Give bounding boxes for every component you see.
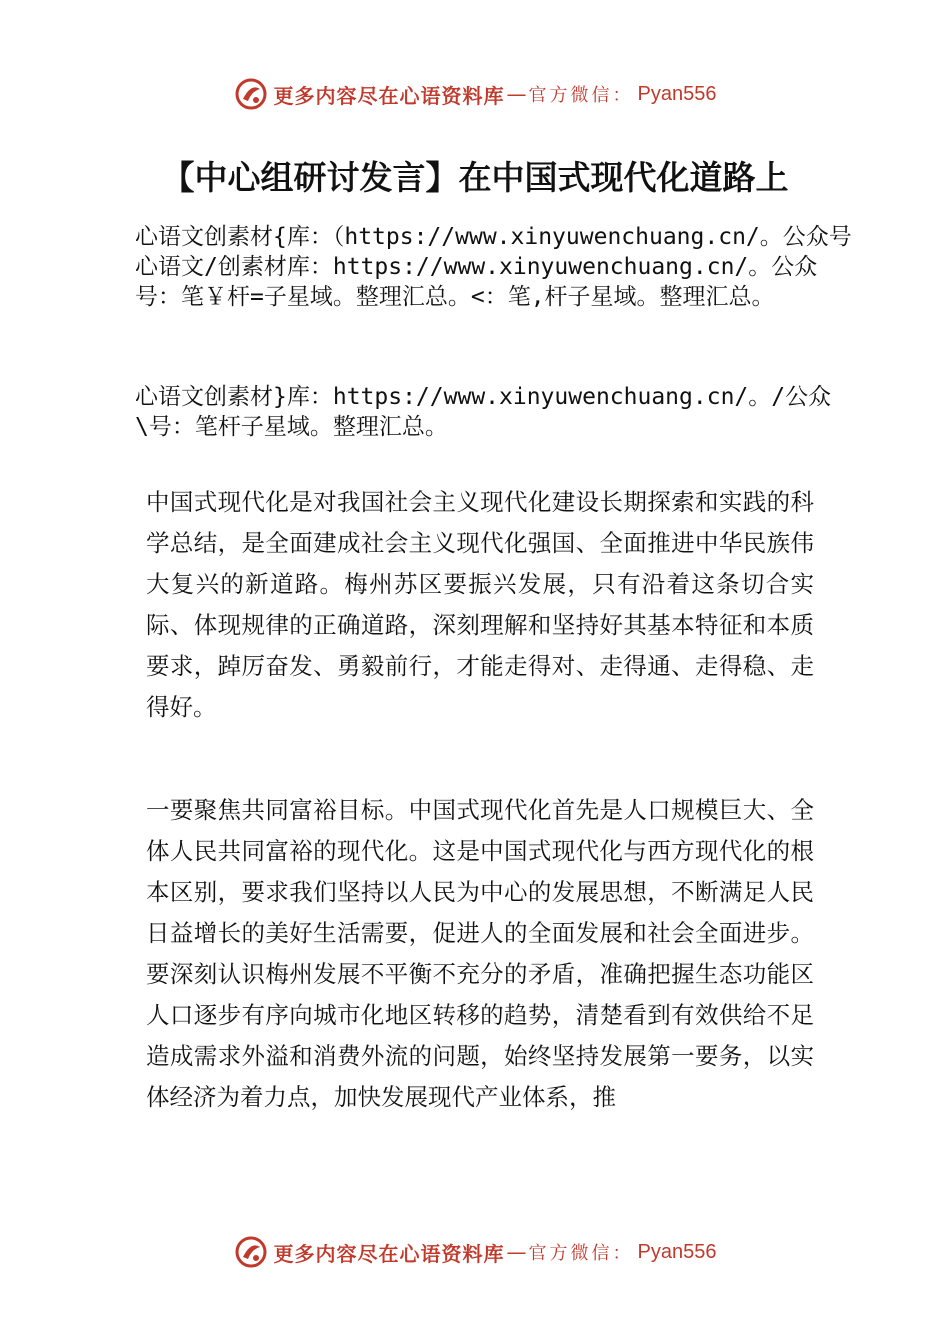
- header-banner: [0, 74, 950, 114]
- body-paragraph-1: 中国式现代化是对我国社会主义现代化建设长期探索和实践的科学总结，是全面建成社会主义现代化强国、全面推进中华民族伟大复兴的新道路。梅州苏区要振兴发展，只有沿着这条切合实际、体现规律的正确道路，深刻理解和坚持好其基本特征和本质要求，踔厉奋发、勇毅前行，才能走得对、走得通、走得稳、走得好。: [146, 488, 814, 721]
- banner-dash: —: [506, 82, 527, 106]
- banner-wechat-id: Pyan556: [637, 82, 717, 105]
- document-title: 【中心组研讨发言】在中国式现代化道路上: [161, 158, 789, 197]
- banner-wechat-id: Pyan556: [637, 1240, 717, 1263]
- banner-dash: —: [506, 1240, 527, 1264]
- footer-banner: [0, 1232, 950, 1272]
- banner-wechat-label: 官方微信：: [528, 1243, 634, 1264]
- banner-slogan: 更多内容尽在心语资料库: [273, 1241, 505, 1266]
- source-note-1: 心语文创素材{库：（https://www.xinyuwenchuang.cn/。公众号心语文/创素材库：https://www.xinyuwenchuang.cn/。公众号：笔￥杆=子星域。整理汇总。<：笔,杆子星域。整理汇总。: [135, 224, 852, 310]
- source-note-2: 心语文创素材}库：https://www.xinyuwenchuang.cn/。/公众\号：笔杆子星域。整理汇总。: [135, 384, 832, 440]
- body-paragraph-2: 一要聚焦共同富裕目标。中国式现代化首先是人口规模巨大、全体人民共同富裕的现代化。这是中国式现代化与西方现代化的根本区别，要求我们坚持以人民为中心的发展思想，不断满足人民日益增长的美好生活需要，促进人的全面发展和社会全面进步。要深刻认识梅州发展不平衡不充分的矛盾，准确把握生态功能区人口逐步有序向城市化地区转移的趋势，清楚看到有效供给不足造成需求外溢和消费外流的问题，始终坚持发展第一要务，以实体经济为着力点，加快发展现代产业体系，推: [146, 796, 814, 1111]
- brand-logo-icon: [234, 77, 268, 111]
- banner-wechat-label: 官方微信：: [528, 85, 634, 106]
- brand-logo-icon: [234, 1235, 268, 1269]
- banner-slogan: 更多内容尽在心语资料库: [273, 83, 505, 108]
